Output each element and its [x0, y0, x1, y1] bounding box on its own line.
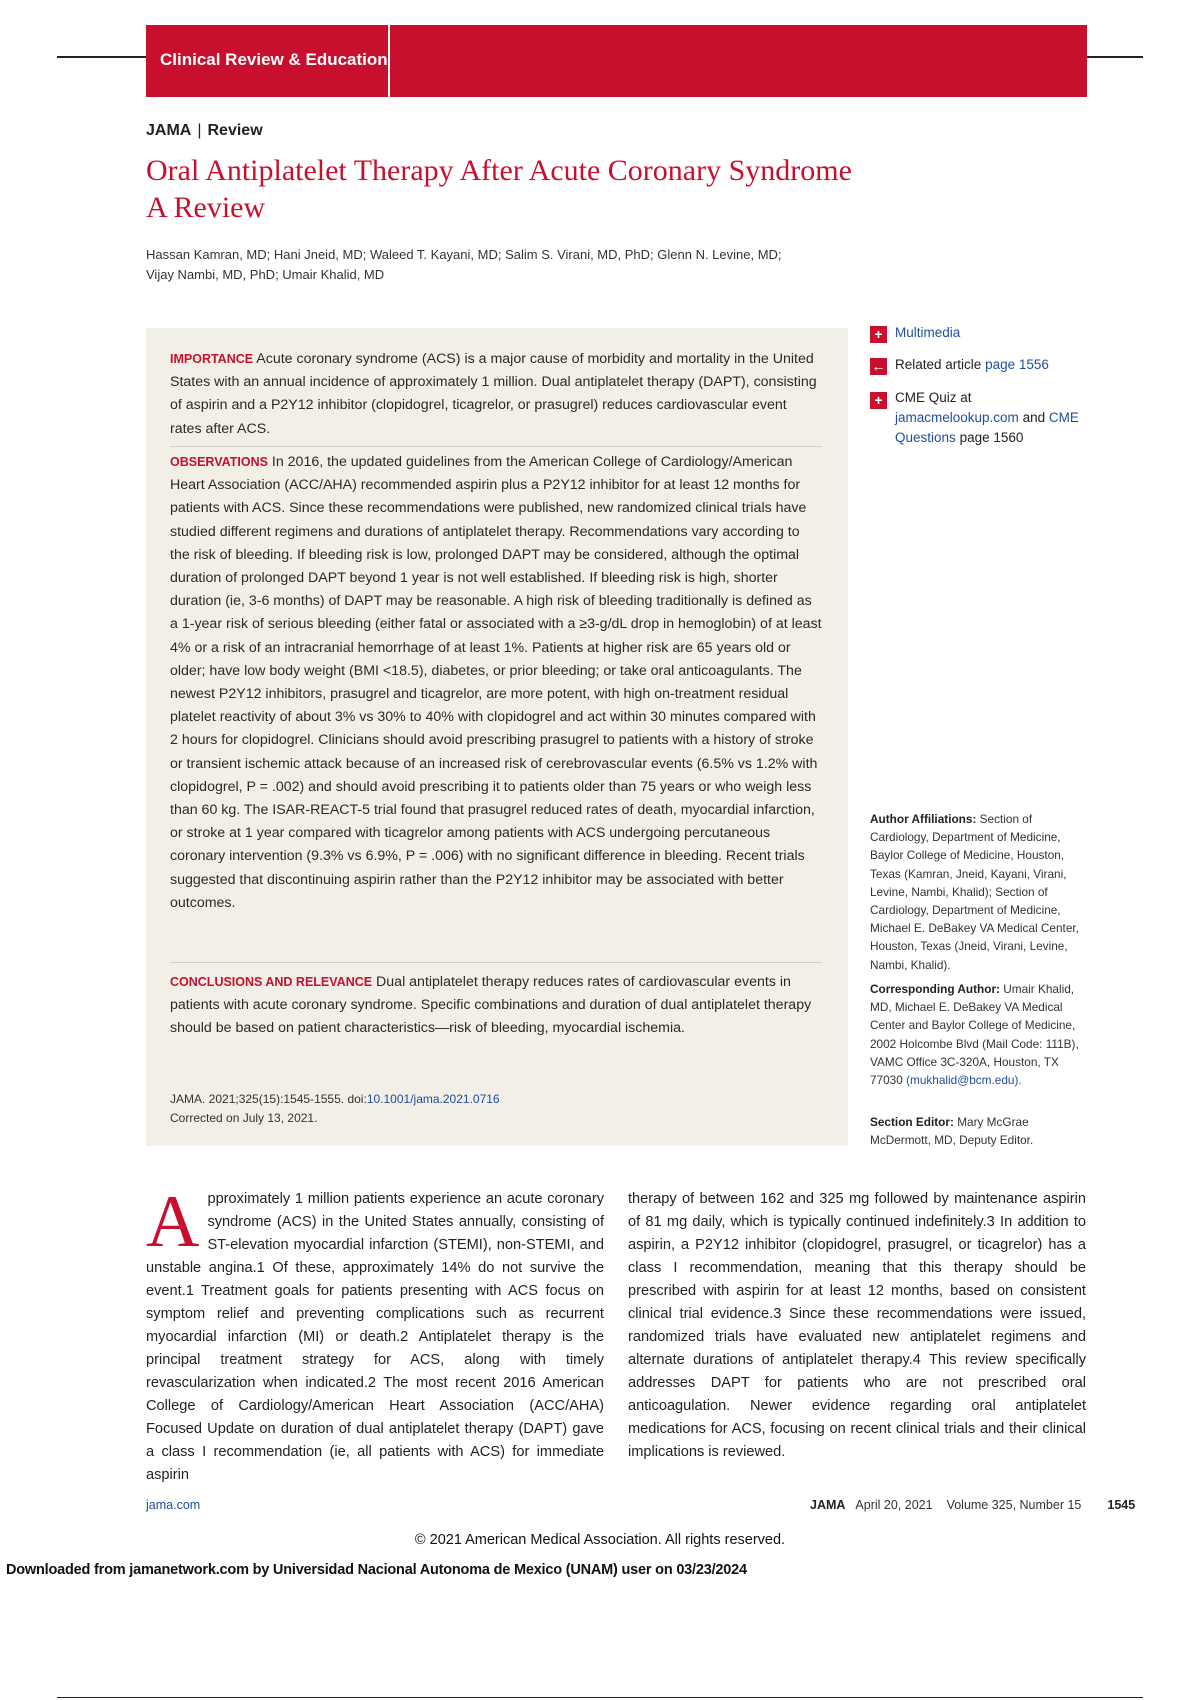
page-number: 1545	[1107, 1498, 1136, 1512]
cme-questions-link[interactable]: CME	[1048, 410, 1079, 425]
body-column-1	[146, 1181, 604, 1487]
article-title: Oral Antiplatelet Therapy After Acute Coronary Syndrome	[146, 154, 852, 187]
journal-line: JAMA | Review	[146, 122, 263, 139]
body-text-col1: pproximately 1 million patients experience an acute coronary syndrome (ACS) in the United States annually, consisting of ST-elevation myocardial infarction (STEMI), non-STEMI, and unstable angina.1 Of these, approximately 14% do not survive the event.1 Treatment goals for patients presenting with ACS focus on symptom relief and preventing complications such as recurrent myocardial infarction (MI) or death.2 Antiplatelet therapy is the principal treatment strategy for ACS, along with timely revascularization when indicated.2 The most recent 2016 American College of Cardiology/American Heart Association (ACC/AHA) Focused Update on duration of dual antiplatelet therapy (DAPT) gave a class I recommendation (ie, all patients with ACS) for immediate aspirin	[146, 1191, 604, 1483]
related-page-link[interactable]: page 1556	[985, 357, 1049, 372]
cme-site-link[interactable]: jamacmelookup.com	[895, 410, 1019, 425]
article-type: Review	[207, 122, 263, 139]
cme-page: page 1560	[959, 430, 1024, 445]
footer-date: April 20, 2021	[855, 1498, 933, 1512]
cme-label: CME Quiz at	[895, 390, 972, 405]
body-column-2	[628, 1188, 1086, 1464]
body-text-col2: therapy of between 162 and 325 mg followed by maintenance aspirin of 81 mg daily, which is typically continued indefinitely.3 In addition to aspirin, a P2Y12 inhibitor (clopidogrel, prasugrel, or ticagrelor) has a class I recommendation, meaning that this therapy should be prescribed with aspirin for at least 12 months, based on consistent clinical trial evidence.3 Since these recommendations were issued, randomized trials have evaluated new antiplatelet regimens and alternate durations of antiplatelet therapy.4 This review specifically addresses DAPT for patients who are not prescribed oral anticoagulation. Newer evidence regarding oral antiplatelet medications for ACS, focusing on recent clinical trials and their clinical implications is reviewed.	[628, 1191, 1086, 1460]
correction-note: Corrected on July 13, 2021.	[170, 1111, 318, 1125]
conclusions-text: Dual antiplatelet therapy reduces rates of cardiovascular events in patients with acute coronary syndrome. Specific combinations and duration of dual antiplatelet therapy should be based on patient characteristics—risk of bleeding, myocardial ischemia.	[170, 974, 812, 1037]
header-rule-left	[57, 56, 147, 58]
cme-questions-link-2[interactable]: Questions	[895, 430, 956, 445]
author-affiliations	[870, 810, 1090, 974]
cme-quiz	[895, 388, 1095, 448]
plus-icon: +	[870, 326, 887, 343]
arrow-left-icon: ←	[871, 358, 886, 374]
banner-divider	[388, 25, 390, 97]
section-label: Clinical Review & Education	[160, 50, 388, 69]
footer-journal: JAMA	[810, 1498, 846, 1512]
citation-text: JAMA. 2021;325(15):1545-1555. doi:	[170, 1092, 367, 1106]
conclusions-label: CONCLUSIONS AND RELEVANCE	[170, 975, 373, 989]
abstract-observations	[170, 451, 822, 915]
citation	[170, 1090, 500, 1128]
related-label: Related article	[895, 357, 982, 372]
related-article	[895, 355, 1049, 375]
section-editor	[870, 1113, 1090, 1149]
download-note: Downloaded from jamanetwork.com by Universidad Nacional Autonoma de Mexico (UNAM) user on 03/23/2024	[6, 1562, 747, 1578]
cme-and: and	[1022, 410, 1046, 425]
doi-link[interactable]: 10.1001/jama.2021.0716	[366, 1092, 500, 1106]
abstract-divider-1	[170, 446, 822, 447]
footer-site-link[interactable]: jama.com	[146, 1498, 201, 1512]
editor-label: Section Editor:	[870, 1115, 954, 1129]
authors-line-1: Hassan Kamran, MD; Hani Jneid, MD; Waleed T. Kayani, MD; Salim S. Virani, MD, PhD; Glenn N. Levine, MD;	[146, 247, 782, 262]
abstract-importance	[170, 348, 822, 441]
copyright-notice: © 2021 American Medical Association. All rights reserved.	[414, 1532, 786, 1548]
corresponding-label: Corresponding Author:	[870, 982, 1000, 996]
abstract-conclusions	[170, 971, 822, 1041]
corresponding-email-link[interactable]: (mukhalid@bcm.edu).	[906, 1073, 1022, 1088]
observations-text: In 2016, the updated guidelines from the American College of Cardiology/American Heart Association (ACC/AHA) recommended aspirin plus a P2Y12 inhibitor for at least 12 months for patients with ACS. Since these recommendations were published, new randomized clinical trials have studied different regimens and durations of antiplatelet therapy. Recommendations vary according to the risk of bleeding. If bleeding risk is low, prolonged DAPT may be considered, although the optimal duration of prolonged DAPT beyond 1 year is not well established. If bleeding risk is high, shorter duration (ie, 3-6 months) of DAPT may be reasonable. A high risk of bleeding traditionally is defined as a 1-year risk of serious bleeding (either fatal or associated with a ≥3-g/dL drop in hemoglobin) of at least 4% or a risk of an intracranial hemorrhage of at least 1%. Patients at higher risk are 65 years old or older; have low body weight (BMI <18.5), diabetes, or prior bleeding; or take oral anticoagulants. The newest P2Y12 inhibitors, prasugrel and ticagrelor, are more potent, with high on-treatment residual platelet reactivity of about 3% vs 30% to 40% with clopidogrel and act within 30 minutes compared with 2 hours for clopidogrel. Clinicians should avoid prescribing prasugrel to patients with a history of stroke or transient ischemic attack because of an increased risk of cerebrovascular events (6.5% vs 1.2% with clopidogrel, P = .002) and should avoid prescribing it to patients older than 75 years or who weigh less than 60 kg. The ISAR-REACT-5 trial found that prasugrel reduced rates of death, myocardial infarction, or stroke at 1 year compared with ticagrelor among patients with ACS undergoing percutaneous coronary intervention (9.3% vs 6.9%, P = .006) with no significant difference in bleeding. Recent trials suggested that discontinuing aspirin rather than the P2Y12 inhibitor may be associated with better outcomes.	[170, 454, 822, 911]
author-list	[146, 245, 846, 285]
article-title-block	[146, 152, 852, 226]
corresponding-text: Umair Khalid, MD, Michael E. DeBakey VA Medical Center and Baylor College of Medicine, 2002 Holcombe Blvd (Mail Code: 111B), VAMC Office 3C-320A, Houston, TX 77030	[870, 982, 1079, 1088]
footer-issue	[810, 1498, 1135, 1512]
header-rule-right	[1087, 56, 1143, 58]
affiliations-text: Section of Cardiology, Department of Medicine, Baylor College of Medicine, Houston, Texas (Kamran, Jneid, Kayani, Virani, Levine, Nambi, Khalid); Section of Cardiology, Department of Medicine, Michael E. DeBakey VA Medical Center, Houston, Texas (Jneid, Virani, Levine, Nambi, Khalid).	[870, 812, 1079, 972]
plus-icon: +	[870, 392, 887, 409]
article-subtitle: A Review	[146, 191, 266, 224]
importance-text: Acute coronary syndrome (ACS) is a major cause of morbidity and mortality in the United States with an annual incidence of approximately 1 million. Dual antiplatelet therapy (DAPT), consisting of aspirin and a P2Y12 inhibitor (clopidogrel, ticagrelor, or prasugrel) reduces cardiovascular event rates after ACS.	[170, 351, 817, 437]
observations-label: OBSERVATIONS	[170, 455, 268, 469]
bottom-rule	[57, 1697, 1143, 1698]
footer-volume: Volume 325, Number 15	[946, 1498, 1082, 1512]
drop-cap: A	[146, 1181, 200, 1263]
journal-name: JAMA	[146, 122, 192, 139]
abstract-divider-2	[170, 962, 822, 963]
editor-text: Mary McGrae McDermott, MD, Deputy Editor.	[870, 1115, 1034, 1148]
importance-label: IMPORTANCE	[170, 352, 254, 366]
multimedia-link[interactable]: Multimedia	[895, 325, 961, 340]
authors-line-2: Vijay Nambi, MD, PhD; Umair Khalid, MD	[146, 267, 385, 282]
affiliations-label: Author Affiliations:	[870, 812, 977, 826]
corresponding-author	[870, 980, 1090, 1089]
